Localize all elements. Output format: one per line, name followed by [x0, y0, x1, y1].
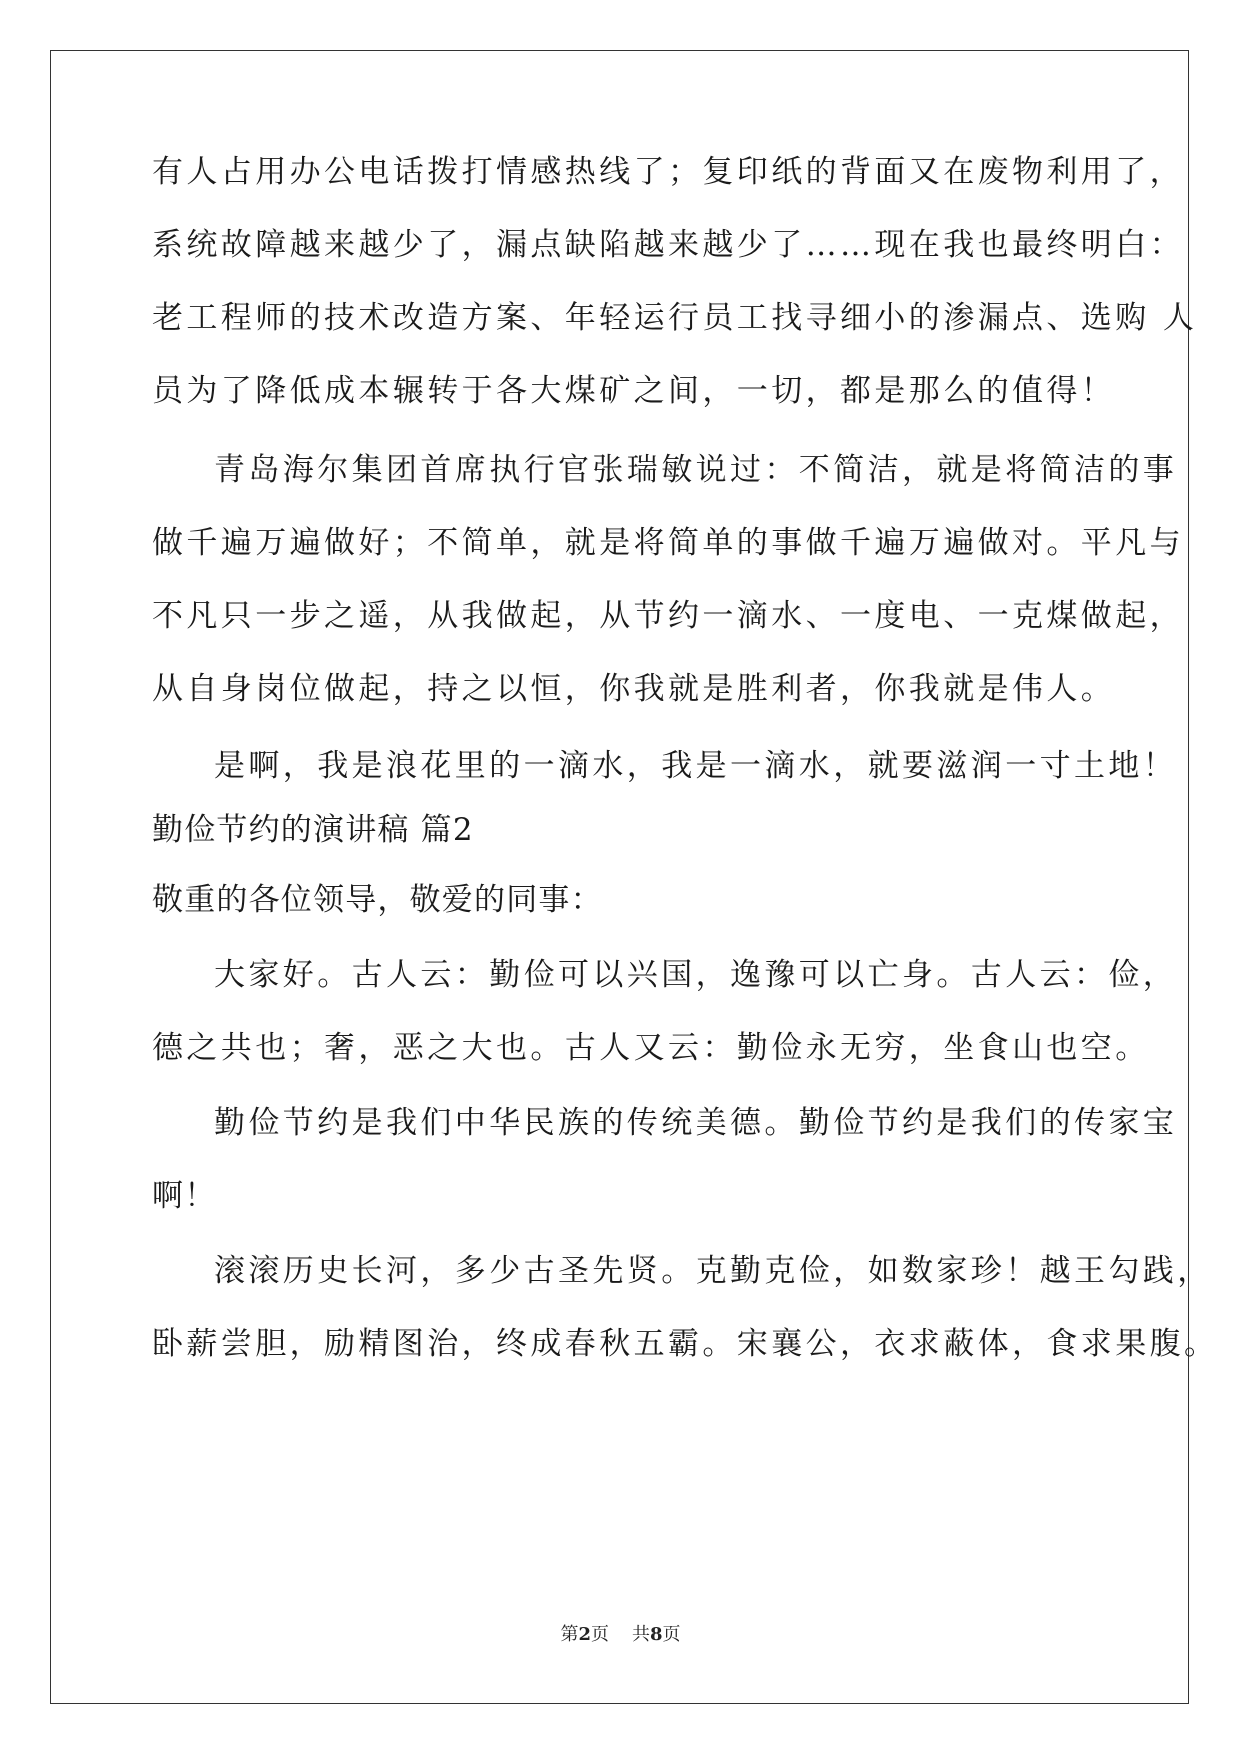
paragraph-line: 勤俭节约是我们中华民族的传统美德。勤俭节约是我们的传家宝: [214, 1105, 1178, 1141]
total-pages-suffix: 页: [662, 1624, 681, 1645]
page-number-prefix: 第: [560, 1624, 579, 1645]
paragraph-line: 滚滚历史长河，多少古圣先贤。克勤克俭，如数家珍！越王勾践，: [214, 1253, 1212, 1289]
paragraph-line: 是啊，我是浪花里的一滴水，我是一滴水，就要滋润一寸土地！: [214, 748, 1178, 784]
paragraph-line: 员为了降低成本辗转于各大煤矿之间，一切，都是那么的值得！: [152, 373, 1116, 409]
paragraph-line: 德之共也；奢，恶之大也。古人又云：勤俭永无穷，坐食山也空。: [152, 1030, 1150, 1066]
salutation: 敬重的各位领导，敬爱的同事：: [152, 882, 603, 918]
total-pages-prefix: 共: [631, 1624, 650, 1645]
page-number-suffix: 页: [591, 1624, 610, 1645]
page-footer: [0, 1624, 1241, 1646]
paragraph-line: 不凡只一步之遥，从我做起，从节约一滴水、一度电、一克煤做起，: [152, 598, 1184, 634]
paragraph-line: 有人占用办公电话拨打情感热线了；复印纸的背面又在废物利用了，: [152, 154, 1184, 190]
paragraph-line: 老工程师的技术改造方案、年轻运行员工找寻细小的渗漏点、选购 人: [152, 300, 1198, 336]
paragraph-line: 卧薪尝胆，励精图治，终成春秋五霸。宋襄公，衣求蔽体，食求果腹。: [152, 1326, 1219, 1362]
paragraph-line: 大家好。古人云：勤俭可以兴国，逸豫可以亡身。古人云：俭，: [214, 957, 1178, 993]
paragraph-line: 啊！: [152, 1178, 217, 1214]
paragraph-line: 系统故障越来越少了，漏点缺陷越来越少了……现在我也最终明白：: [152, 227, 1184, 263]
section-heading: 勤俭节约的演讲稿 篇2: [152, 812, 474, 848]
page-number: 2: [578, 1624, 592, 1645]
paragraph-line: 从自身岗位做起，持之以恒，你我就是胜利者，你我就是伟人。: [152, 671, 1116, 707]
paragraph-line: 青岛海尔集团首席执行官张瑞敏说过：不简洁，就是将简洁的事: [214, 452, 1178, 488]
total-pages: 8: [649, 1624, 663, 1645]
paragraph-line: 做千遍万遍做好；不简单，就是将简单的事做千遍万遍做对。平凡与: [152, 525, 1184, 561]
